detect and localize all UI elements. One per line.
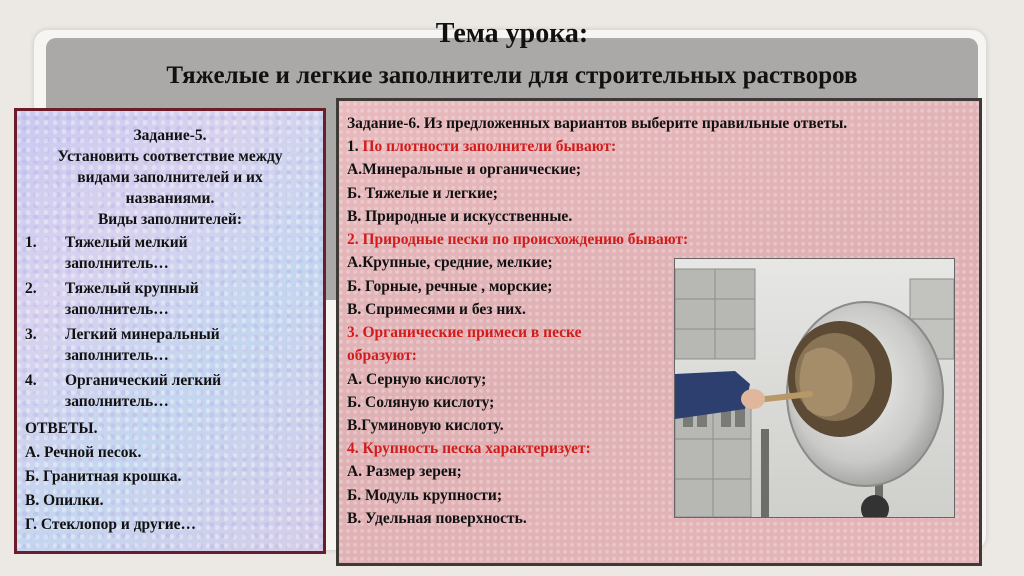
question-1: 1. По плотности заполнители бывают: [347,138,617,155]
task5-description-line: названиями. [125,190,215,207]
task5-types-heading: Виды заполнителей: [97,211,243,228]
list-item: 2. Тяжелый крупный заполнитель… [25,280,199,318]
answer-option: Б. Модуль крупности; [347,487,502,504]
list-item: 4. Органический легкий заполнитель… [25,372,222,410]
answer-item: А. Речной песок. [25,444,142,461]
concrete-mixer-photo [674,258,955,518]
answer-option: Б. Соляную кислоту; [347,394,495,411]
question-3: 3. Органические примеси в песке [347,324,582,341]
answer-option: Б. Тяжелые и легкие; [347,185,498,202]
answer-option: А.Минеральные и органические; [347,161,582,178]
task5-panel [14,108,326,554]
answer-option: А. Размер зерен; [347,463,462,480]
answer-option: А.Крупные, средние, мелкие; [347,254,553,271]
lesson-topic-label: Тема урока: [435,18,589,49]
question-2: 2. Природные пески по происхождению бывают: [347,231,689,248]
task6-heading: Задание-6. Из предложенных вариантов выберите правильные ответы. [347,115,848,132]
list-item: 3. Легкий минеральный заполнитель… [25,326,220,364]
answers-heading: ОТВЕТЫ. [25,420,98,437]
answer-option: В. Удельная поверхность. [347,510,527,527]
question-4: 4. Крупность песка характеризует: [347,440,591,457]
lesson-title: Тяжелые и легкие заполнители для строительных растворов [166,62,858,89]
list-item: 1. Тяжелый мелкий заполнитель… [25,234,188,272]
answer-item: Б. Гранитная крошка. [25,468,182,485]
task5-description-line: Установить соответствие между [57,148,283,165]
task5-description-line: видами заполнителей и их [77,169,263,186]
task5-heading: Задание-5. [133,127,207,144]
answer-item: Г. Стеклопор и другие… [25,516,197,533]
answer-option: В. Спримесями и без них. [347,301,526,318]
task5-types-list [17,232,323,412]
answer-option: В.Гуминовую кислоту. [347,417,504,434]
question-3-continued: образуют: [347,347,417,364]
answer-option: В. Природные и искусственные. [347,208,573,225]
answer-option: А. Серную кислоту; [347,371,487,388]
answer-option: Б. Горные, речные , морские; [347,278,553,295]
answer-item: В. Опилки. [25,492,104,509]
